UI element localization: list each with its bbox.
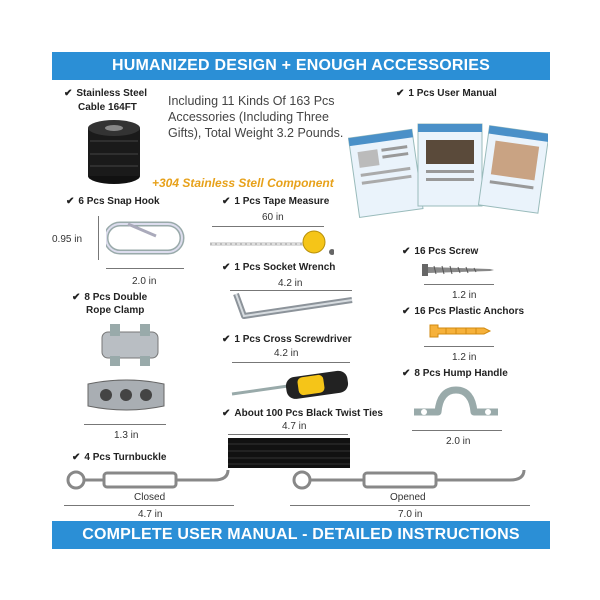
check-icon: ✔	[396, 88, 405, 99]
rope-clamp-image-top	[96, 322, 164, 368]
gift-note: +304 Stainless Stell Component	[152, 176, 334, 190]
rope-clamp-label-text1: 8 Pcs Double	[84, 292, 148, 303]
turnbuckle-opened-line	[290, 505, 530, 506]
check-icon: ✔	[222, 334, 231, 345]
cable-label-line2: Cable 164FT	[78, 102, 137, 113]
turnbuckle-closed-text: Closed	[134, 492, 166, 503]
twist-ties-size: 4.7 in	[282, 421, 307, 432]
screwdriver-size-line	[232, 362, 350, 363]
tape-measure-image	[206, 228, 334, 256]
snap-hook-image	[106, 214, 186, 262]
wrench-label-text: 1 Pcs Socket Wrench	[234, 262, 336, 273]
twist-ties-label	[222, 408, 383, 419]
socket-wrench-image	[228, 290, 358, 322]
cable-spool-image	[86, 116, 142, 186]
check-icon: ✔	[66, 196, 75, 207]
screw-label-text: 16 Pcs Screw	[414, 246, 479, 257]
footer-banner: COMPLETE USER MANUAL - DETAILED INSTRUCTIONS	[52, 521, 550, 549]
manual-label	[396, 88, 497, 99]
hump-handle-label-text: 8 Pcs Hump Handle	[414, 368, 508, 379]
screwdriver-label-text: 1 Pcs Cross Screwdriver	[234, 334, 352, 345]
wrench-label	[222, 262, 335, 273]
turnbuckle-label	[72, 452, 166, 463]
intro-text: Including 11 Kinds Of 163 Pcs Accessories (Including Three Gifts), Total Weight 3.2 Pounds.	[168, 94, 344, 140]
anchors-label-text: 16 Pcs Plastic Anchors	[414, 306, 525, 317]
snap-hook-height-line	[98, 216, 99, 260]
cross-screwdriver-image	[226, 366, 358, 400]
cable-label-text1: Stainless Steel	[76, 88, 147, 99]
check-icon: ✔	[402, 368, 411, 379]
rope-clamp-image-bottom	[84, 378, 168, 412]
anchors-size: 1.2 in	[452, 352, 477, 363]
anchors-label	[402, 306, 524, 317]
rope-clamp-label-line1	[72, 292, 147, 303]
user-manual-image	[348, 118, 548, 218]
check-icon: ✔	[72, 292, 81, 303]
snap-hook-height: 0.95 in	[52, 234, 83, 245]
check-icon: ✔	[72, 452, 81, 463]
hump-handle-image	[410, 386, 502, 420]
tape-label-text: 1 Pcs Tape Measure	[234, 196, 330, 207]
twist-ties-size-line	[228, 434, 348, 435]
rope-clamp-size: 1.3 in	[114, 430, 139, 441]
screw-size-line	[424, 284, 494, 285]
hump-handle-label	[402, 368, 508, 379]
tape-size-line	[212, 226, 324, 227]
snap-hook-label	[66, 196, 160, 207]
snap-hook-width: 2.0 in	[132, 276, 157, 287]
screwdriver-size: 4.2 in	[274, 348, 299, 359]
anchors-size-line	[424, 346, 494, 347]
turnbuckle-opened-text: Opened	[390, 492, 426, 503]
snap-hook-label-text: 6 Pcs Snap Hook	[78, 196, 160, 207]
turnbuckle-opened-image	[290, 466, 530, 494]
snap-hook-width-line	[106, 268, 184, 269]
screw-size: 1.2 in	[452, 290, 477, 301]
screwdriver-label	[222, 334, 352, 345]
tape-size: 60 in	[262, 212, 284, 223]
check-icon: ✔	[222, 262, 231, 273]
hump-handle-size-line	[412, 430, 502, 431]
rope-clamp-size-line	[84, 424, 166, 425]
header-banner: HUMANIZED DESIGN + ENOUGH ACCESSORIES	[52, 52, 550, 80]
wrench-size: 4.2 in	[278, 278, 303, 289]
screw-image	[420, 262, 496, 278]
turnbuckle-closed-line	[64, 505, 234, 506]
turnbuckle-opened-size: 7.0 in	[398, 509, 423, 520]
check-icon: ✔	[222, 408, 231, 419]
check-icon: ✔	[402, 306, 411, 317]
turnbuckle-label-text: 4 Pcs Turnbuckle	[84, 452, 167, 463]
check-icon: ✔	[402, 246, 411, 257]
screw-label	[402, 246, 478, 257]
twist-ties-label-text: About 100 Pcs Black Twist Ties	[234, 408, 383, 419]
check-icon: ✔	[222, 196, 231, 207]
turnbuckle-closed-image	[64, 466, 234, 494]
hump-handle-size: 2.0 in	[446, 436, 471, 447]
rope-clamp-label-line2: Rope Clamp	[86, 305, 145, 316]
twist-ties-image	[226, 436, 352, 470]
plastic-anchor-image	[428, 322, 492, 340]
check-icon: ✔	[64, 88, 73, 99]
manual-label-text: 1 Pcs User Manual	[408, 88, 497, 99]
cable-label-line1	[64, 88, 147, 99]
turnbuckle-closed-size: 4.7 in	[138, 509, 163, 520]
tape-label	[222, 196, 329, 207]
